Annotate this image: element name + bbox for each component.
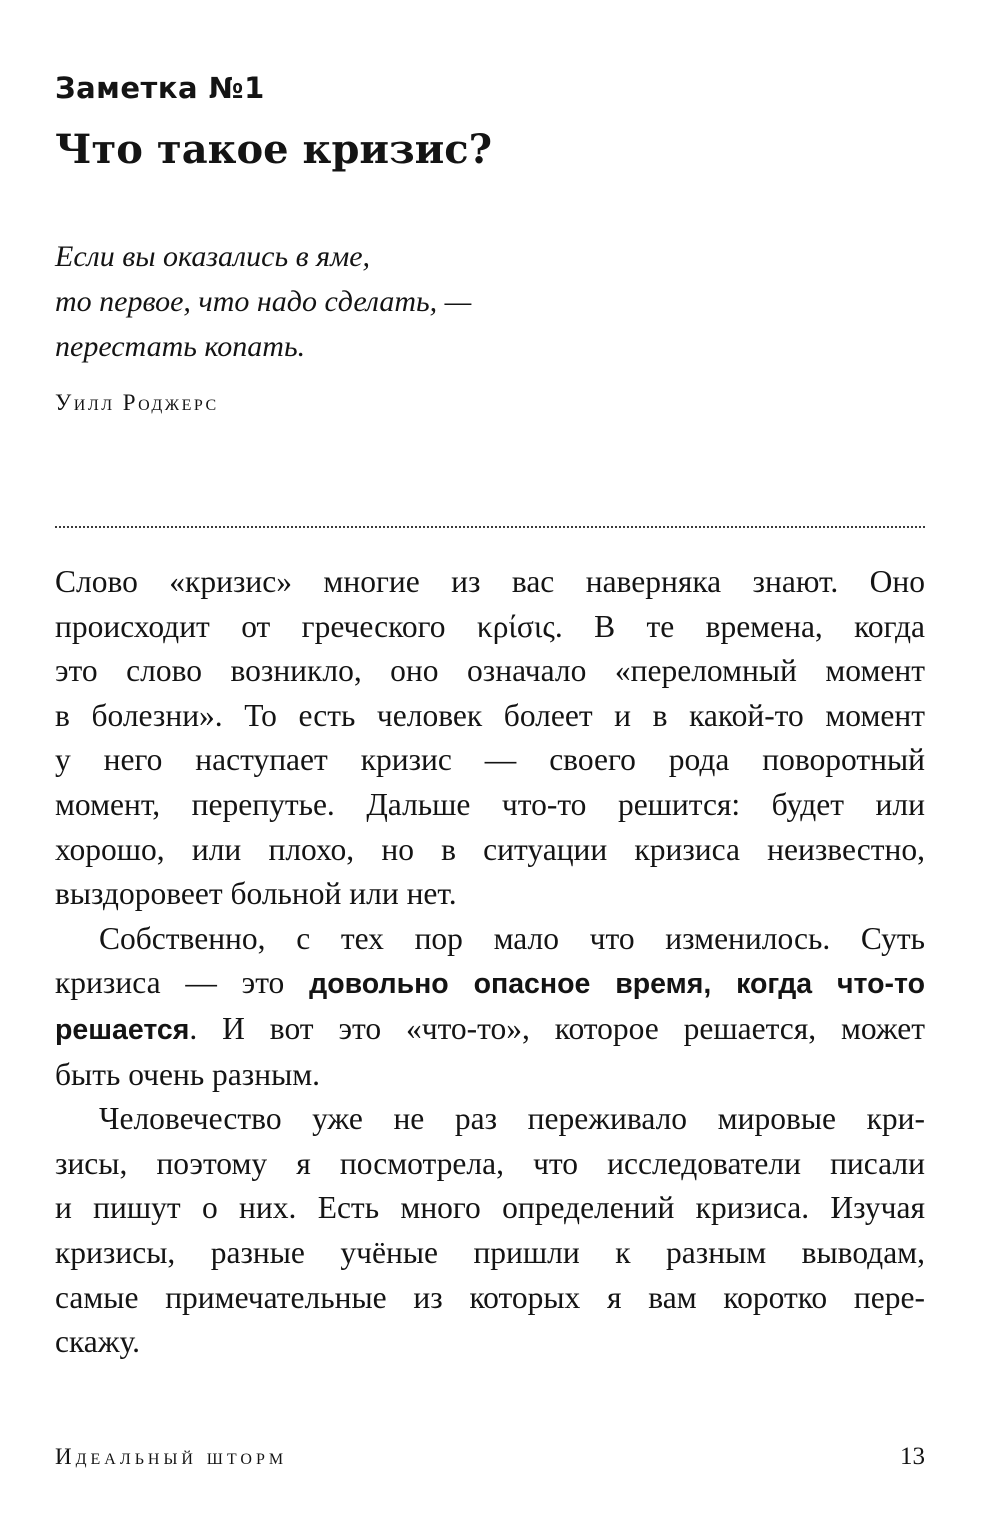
text-line xyxy=(55,961,925,1007)
text-fragment: . И вот это «что-то», которое решается, может xyxy=(189,1010,925,1046)
epigraph-line: перестать копать. xyxy=(55,330,306,363)
page-number: 13 xyxy=(900,1443,925,1470)
dotted-separator xyxy=(55,526,925,528)
text-line: в болезни». То есть человек болеет и в какой-то момент xyxy=(55,697,925,733)
text-line: выздоровеет больной или нет. xyxy=(55,876,457,912)
text-line: хорошо, или плохо, но в ситуации кризиса неизвестно, xyxy=(55,831,925,867)
text-line: кризисы, разные учёные пришли к разным выводам, xyxy=(55,1234,925,1270)
text-line xyxy=(55,1007,925,1053)
chapter-title: Что такое кризис? xyxy=(55,126,493,173)
text-line: Человечество уже не раз переживало мировые кри- xyxy=(99,1101,925,1137)
text-line: скажу. xyxy=(55,1324,141,1360)
epigraph-line: то первое, что надо сделать, — xyxy=(55,285,472,318)
text-line: быть очень разным. xyxy=(55,1056,321,1092)
text-fragment: кризиса — это xyxy=(55,965,310,1001)
text-line: происходит от греческого κρίσις. В те времена, когда xyxy=(55,608,925,644)
book-page xyxy=(55,0,925,1522)
bold-phrase: решается xyxy=(55,1013,190,1046)
text-line: это слово возникло, оно означало «переломный момент xyxy=(55,653,925,689)
bold-phrase: довольно опасное время, когда что-то xyxy=(309,968,926,1001)
body-text xyxy=(55,560,925,1365)
text-line: зисы, поэтому я посмотрела, что исследователи писали xyxy=(55,1145,925,1181)
note-label: Заметка №1 xyxy=(55,71,265,105)
running-footer-title: Идеальный шторм xyxy=(55,1444,288,1469)
text-line: и пишут о них. Есть много определений кризиса. Изучая xyxy=(55,1190,925,1226)
text-line: Слово «кризис» многие из вас наверняка знают. Оно xyxy=(55,564,925,599)
epigraph-author: Уилл Роджерс xyxy=(55,390,219,415)
epigraph-line: Если вы оказались в яме, xyxy=(55,240,371,273)
epigraph xyxy=(55,234,471,369)
text-line: у него наступает кризис — своего рода поворотный xyxy=(55,742,925,778)
text-line: самые примечательные из которых я вам коротко пере- xyxy=(55,1279,925,1315)
text-line: Собственно, с тех пор мало что изменилось. Суть xyxy=(99,920,925,956)
text-line: момент, перепутье. Дальше что-то решится: будет или xyxy=(55,786,925,822)
